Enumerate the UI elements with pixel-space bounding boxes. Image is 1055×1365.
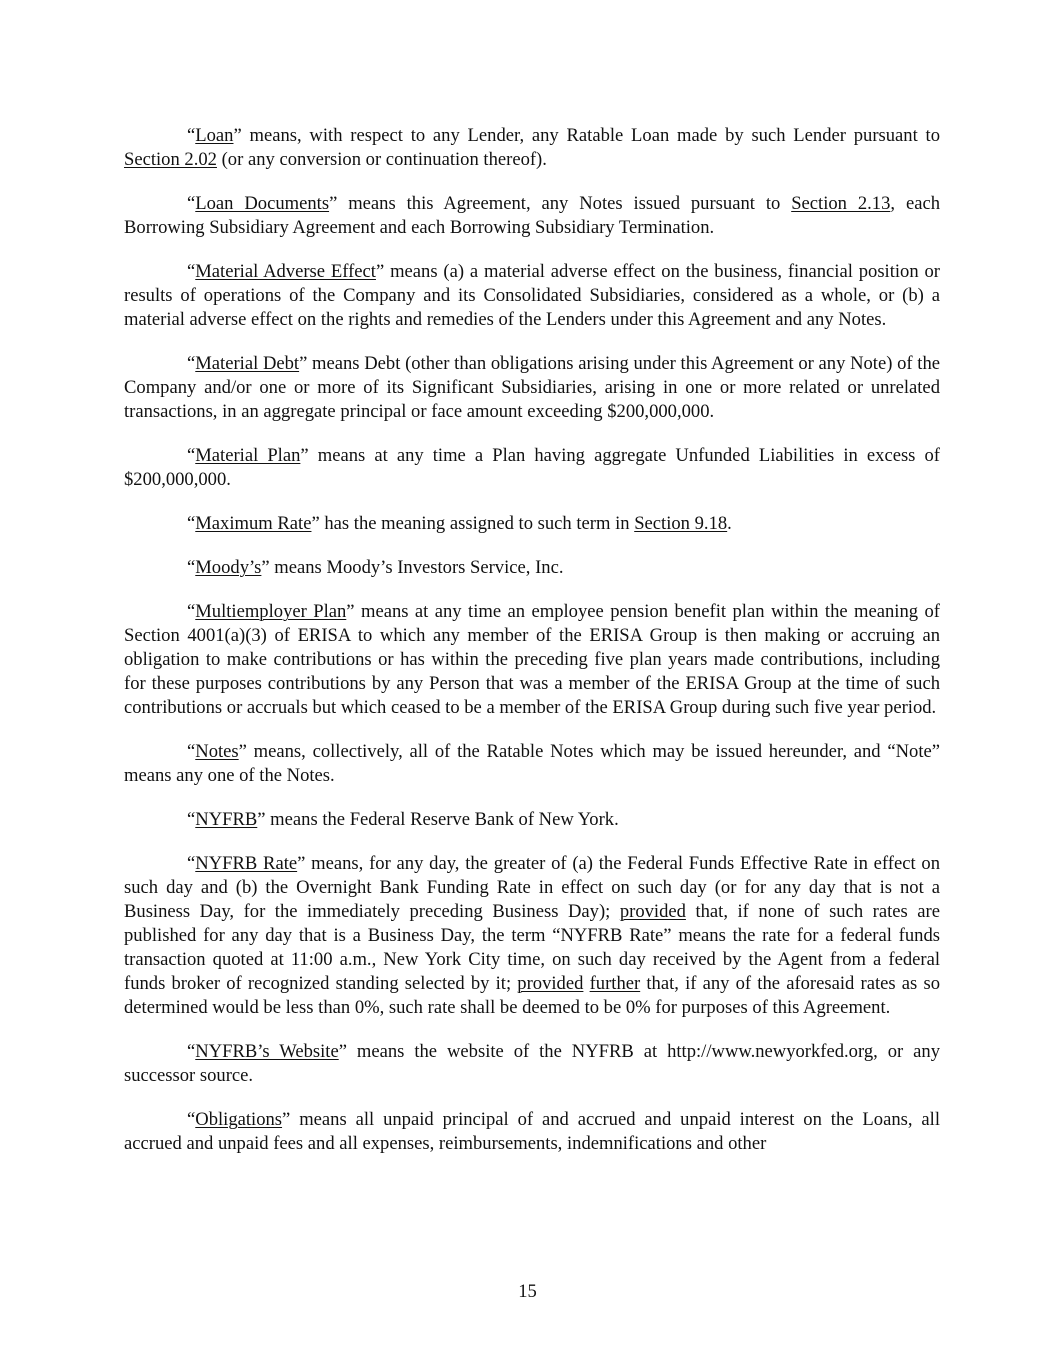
definition-material-debt — [124, 352, 940, 424]
definition-text: “ — [187, 261, 196, 282]
defined-term: Loan — [195, 125, 234, 146]
definition-text: ” means at any time a Plan having aggregate Unfunded Liabilities in excess of $200,000,000. — [124, 445, 940, 490]
defined-term: Moody’s — [195, 557, 262, 578]
definition-loan — [124, 124, 940, 172]
definition-text: “ — [187, 557, 196, 578]
document-body — [124, 124, 940, 1176]
underlined-reference: further — [589, 973, 641, 994]
definition-text: ” means, collectively, all of the Ratable Notes which may be issued hereunder, and “Note” means any one of the Notes. — [124, 741, 940, 786]
defined-term: NYFRB Rate — [195, 853, 298, 874]
definition-text: that, if any of the aforesaid rates as so determined would be less than 0%, such rate shall be deemed to be 0% for purposes of this Agreement. — [124, 973, 940, 1018]
defined-term: Loan Documents — [195, 193, 330, 214]
definition-text: ” means Moody’s Investors Service, Inc. — [261, 557, 564, 578]
defined-term: Obligations — [195, 1109, 283, 1130]
defined-term: Multiemployer Plan — [195, 601, 347, 622]
underlined-reference: Section 2.13 — [791, 193, 891, 214]
definition-text: “ — [187, 125, 196, 146]
definition-text: , each Borrowing Subsidiary Agreement and each Borrowing Subsidiary Termination. — [124, 193, 941, 238]
definition-text: . — [727, 513, 732, 534]
definition-text: “ — [187, 601, 196, 622]
defined-term: Material Debt — [195, 353, 300, 374]
defined-term: Material Adverse Effect — [195, 261, 376, 282]
definition-text: ” means the website of the NYFRB at http://www.newyorkfed.org, or any successor source. — [124, 1041, 940, 1086]
definition-text: ” means this Agreement, any Notes issued pursuant to — [329, 193, 792, 214]
defined-term: Maximum Rate — [195, 513, 312, 534]
definition-text: “ — [187, 853, 196, 874]
definition-loan-documents — [124, 192, 940, 240]
definition-text: ” means the Federal Reserve Bank of New York. — [257, 809, 619, 830]
definition-text: that, if none of such rates are published for any day that is a Business Day, the term “NYFRB Rate” means the rate for a federal funds transaction quoted at 11:00 a.m., New York City time, on such day received by the Agent from a federal funds broker of recognized standing selected by it; — [124, 901, 940, 994]
defined-term: Notes — [195, 741, 239, 762]
definition-text: ” means (a) a material adverse effect on the business, financial position or results of operations of the Company and its Consolidated Subsidiaries, considered as a whole, or (b) a material adverse effect on the rights and remedies of the Lenders under this Agreement and any Notes. — [124, 261, 940, 330]
definition-text: ” means Debt (other than obligations arising under this Agreement or any Note) of the Company and/or one or more of its Significant Subsidiaries, arising in one or more related or unrelated transactions, in an aggregate principal or face amount exceeding $200,000,000. — [124, 353, 940, 422]
underlined-reference: provided — [619, 901, 686, 922]
definition-obligations — [124, 1108, 940, 1156]
definition-text: ” means all unpaid principal of and accrued and unpaid interest on the Loans, all accrued and unpaid fees and all expenses, reimbursements, indemnifications and other — [124, 1109, 940, 1154]
defined-term: Material Plan — [195, 445, 301, 466]
definition-material-adverse-effect — [124, 260, 940, 332]
definition-text: ” means, for any day, the greater of (a) the Federal Funds Effective Rate in effect on such day and (b) the Overnight Bank Funding Rate in effect on such day (or for any day that is not a Business Day, for the immediately preceding Business Day); — [124, 853, 940, 922]
defined-term: NYFRB — [195, 809, 258, 830]
definition-text: “ — [187, 353, 196, 374]
definition-nyfrb-rate — [124, 852, 940, 1020]
definition-multiemployer-plan — [124, 600, 940, 720]
definition-nyfrb — [124, 808, 940, 832]
definition-text: ” has the meaning assigned to such term in — [311, 513, 635, 534]
definition-text: “ — [187, 513, 196, 534]
definition-text: “ — [187, 741, 196, 762]
definition-text: (or any conversion or continuation thereof). — [216, 149, 547, 170]
defined-term: NYFRB’s Website — [195, 1041, 339, 1062]
definition-nyfrbs-website — [124, 1040, 940, 1088]
definition-text: “ — [187, 1041, 196, 1062]
definition-material-plan — [124, 444, 940, 492]
definition-text: “ — [187, 445, 196, 466]
definition-text: “ — [187, 1109, 196, 1130]
definition-moodys — [124, 556, 940, 580]
definition-notes — [124, 740, 940, 788]
definition-maximum-rate — [124, 512, 940, 536]
definition-text: “ — [187, 809, 196, 830]
underlined-reference: Section 9.18 — [634, 513, 728, 534]
underlined-reference: Section 2.02 — [124, 149, 217, 170]
definition-text: ” means, with respect to any Lender, any Ratable Loan made by such Lender pursuant to — [233, 125, 940, 146]
definition-text: “ — [187, 193, 196, 214]
underlined-reference: provided — [517, 973, 584, 994]
definition-text: ” means at any time an employee pension benefit plan within the meaning of Section 4001(a)(3) of ERISA to which any member of the ERISA Group is then making or accruing an obligation to make contributions or has within the preceding five plan years made contributions, including for these purposes contributions by any Person that was a member of the ERISA Group at the time of such contributions or accruals but which ceased to be a member of the ERISA Group during such five year period. — [124, 601, 940, 718]
page-number: 15 — [518, 1281, 537, 1302]
